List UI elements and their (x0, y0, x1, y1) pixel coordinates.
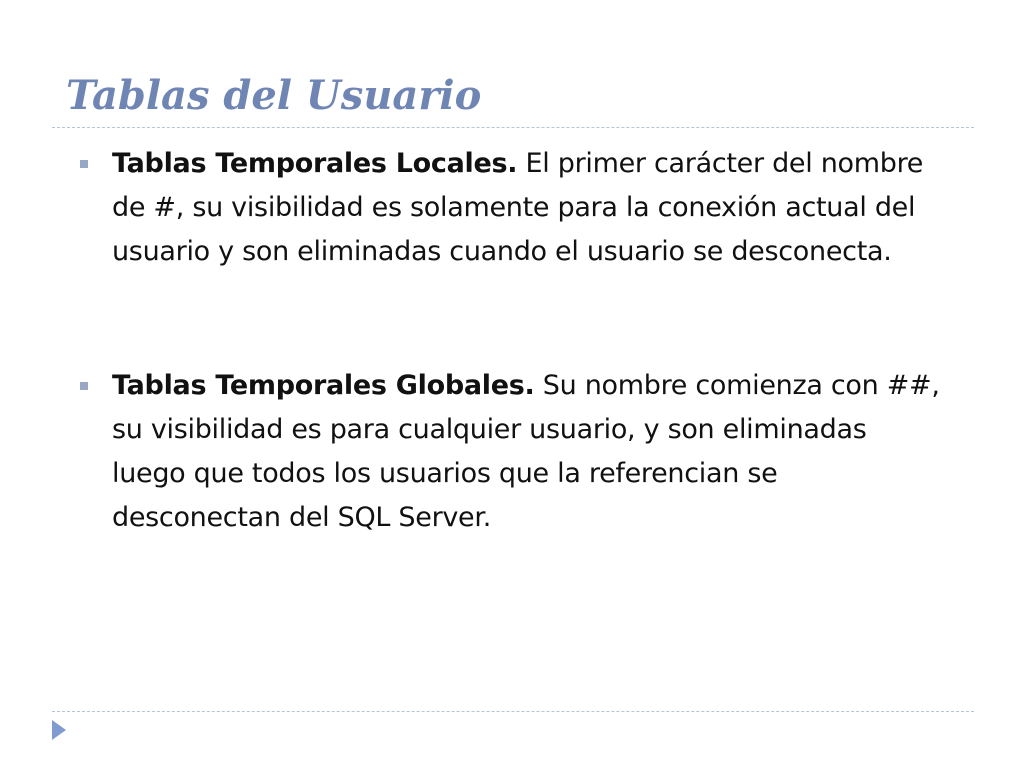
square-bullet-icon (80, 160, 88, 168)
bullet-text (112, 364, 942, 540)
bullet-description: El primer carácter del nombre de #, su visibilidad es solamente para la conexión actual del usuario y son eliminadas cuando el usuario se desconecta. (112, 148, 924, 267)
slide-title: Tablas del Usuario (66, 72, 482, 119)
play-arrow-icon[interactable] (52, 720, 66, 740)
footer-divider (52, 711, 974, 712)
square-bullet-icon (80, 382, 88, 390)
bullet-description: Su nombre comienza con ##, su visibilidad es para cualquier usuario, y son eliminadas luego que todos los usuarios que la referencian se desconectan del SQL Server. (112, 370, 940, 533)
title-divider (52, 127, 974, 128)
bullet-term: Tablas Temporales Globales. (112, 370, 535, 401)
bullet-text (112, 142, 942, 274)
bullet-term: Tablas Temporales Locales. (112, 148, 518, 179)
